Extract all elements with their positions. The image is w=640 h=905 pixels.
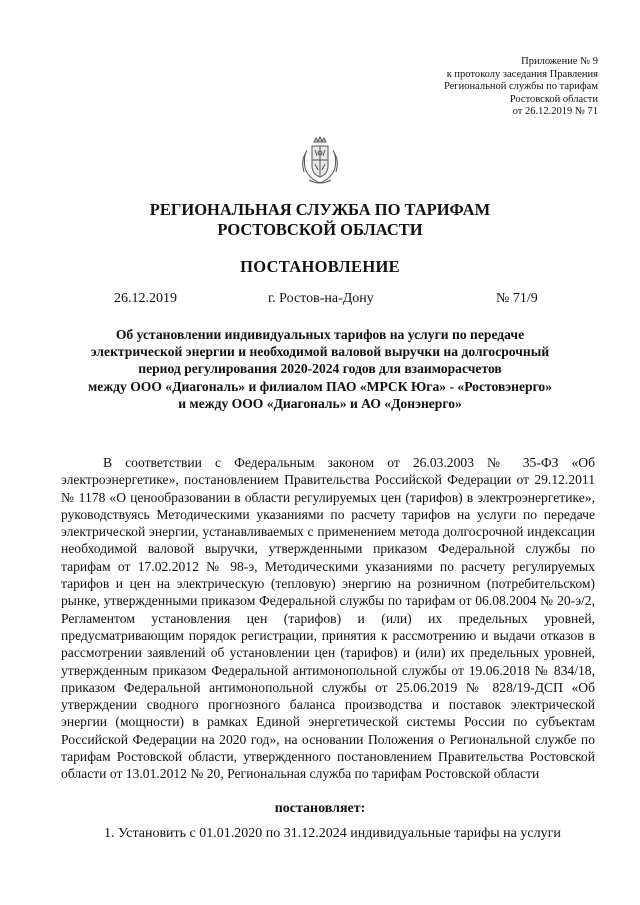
org-line-2: РОСТОВСКОЙ ОБЛАСТИ [217,220,423,239]
appendix-note [348,56,598,119]
org-line-1: РЕГИОНАЛЬНАЯ СЛУЖБА ПО ТАРИФАМ [149,200,491,219]
subject-line: между ООО «Диагональ» и филиалом ПАО «МРСК Юга» - «Ростовэнерго» [87,378,553,394]
subject-line: электрической энергии и необходимой валовой выручки на долгосрочный [90,344,550,360]
document-type: ПОСТАНОВЛЕНИЕ [240,257,400,276]
organization-name [0,200,640,240]
appendix-line: Ростовской области [509,93,598,105]
document-number: № 71/9 [496,291,538,306]
document-subject [60,326,580,412]
preamble-paragraph: В соответствии с Федеральным законом от 26.03.2003 № 35-ФЗ «Об электроэнергетике», постановлением Правительства Российской Федерации от 29.12.2011 № 1178 «О ценообразовании в области регулируемых цен (тарифов) в электроэнергетике», руководствуясь Методическими указаниями по расчету тарифов на услуги по передаче электрической энергии, устанавливаемых с применением метода долгосрочной индексации необходимой валовой выручки, утвержденными приказом Федеральной службы по тарифам от 17.02.2012 № 98-э, Методическими указаниями по расчету регулируемых тарифов и цен на электрическую (тепловую) энергию на розничном (потребительском) рынке, утвержденными приказом Федеральной службы по тарифам от 06.08.2004 № 20-э/2, Регламентом установления цен (тарифов) и (или) их предельных уровней, предусматривающим порядок регистрации, принятия к рассмотрению и выдачи отказов в рассмотрении заявлений об установлении цен (тарифов) и (или) их предельных уровней, утвержденным приказом Федеральной антимонопольной службы от 19.06.2018 № 834/18, приказом Федеральной антимонопольной службы от 25.06.2019 № 828/19-ДСП «Об утверждении сводного прогнозного баланса производства и поставок электрической энергии (мощности) в рамках Единой энергетической системы России по субъектам Российской Федерации на 2020 год», на основании Положения о Региональной службе по тарифам Ростовской области, утвержденного постановлением Правительства Ростовской области от 13.01.2012 № 20, Региональная служба по тарифам Ростовской области [61,455,595,782]
appendix-line: от 26.12.2019 № 71 [512,106,598,117]
subject-line: период регулирования 2020-2024 годов для взаиморасчетов [138,361,502,377]
appendix-line: к протоколу заседания Правления [446,68,598,80]
subject-line: Об установлении индивидуальных тарифов на услуги по передаче [115,327,525,342]
rostov-oblast-coat-of-arms-icon [299,136,341,186]
document-date: 26.12.2019 [114,291,177,306]
appendix-line: Приложение № 9 [521,56,598,67]
appendix-line: Региональной службы по тарифам [443,81,598,92]
resolution-item-1: 1. Установить с 01.01.2020 по 31.12.2024 индивидуальные тарифы на услуги [104,826,561,841]
document-city: г. Ростов-на-Дону [268,291,374,306]
resolves-heading: постановляет: [274,801,366,816]
subject-line: и между ООО «Диагональ» и АО «Донэнерго» [178,395,462,411]
